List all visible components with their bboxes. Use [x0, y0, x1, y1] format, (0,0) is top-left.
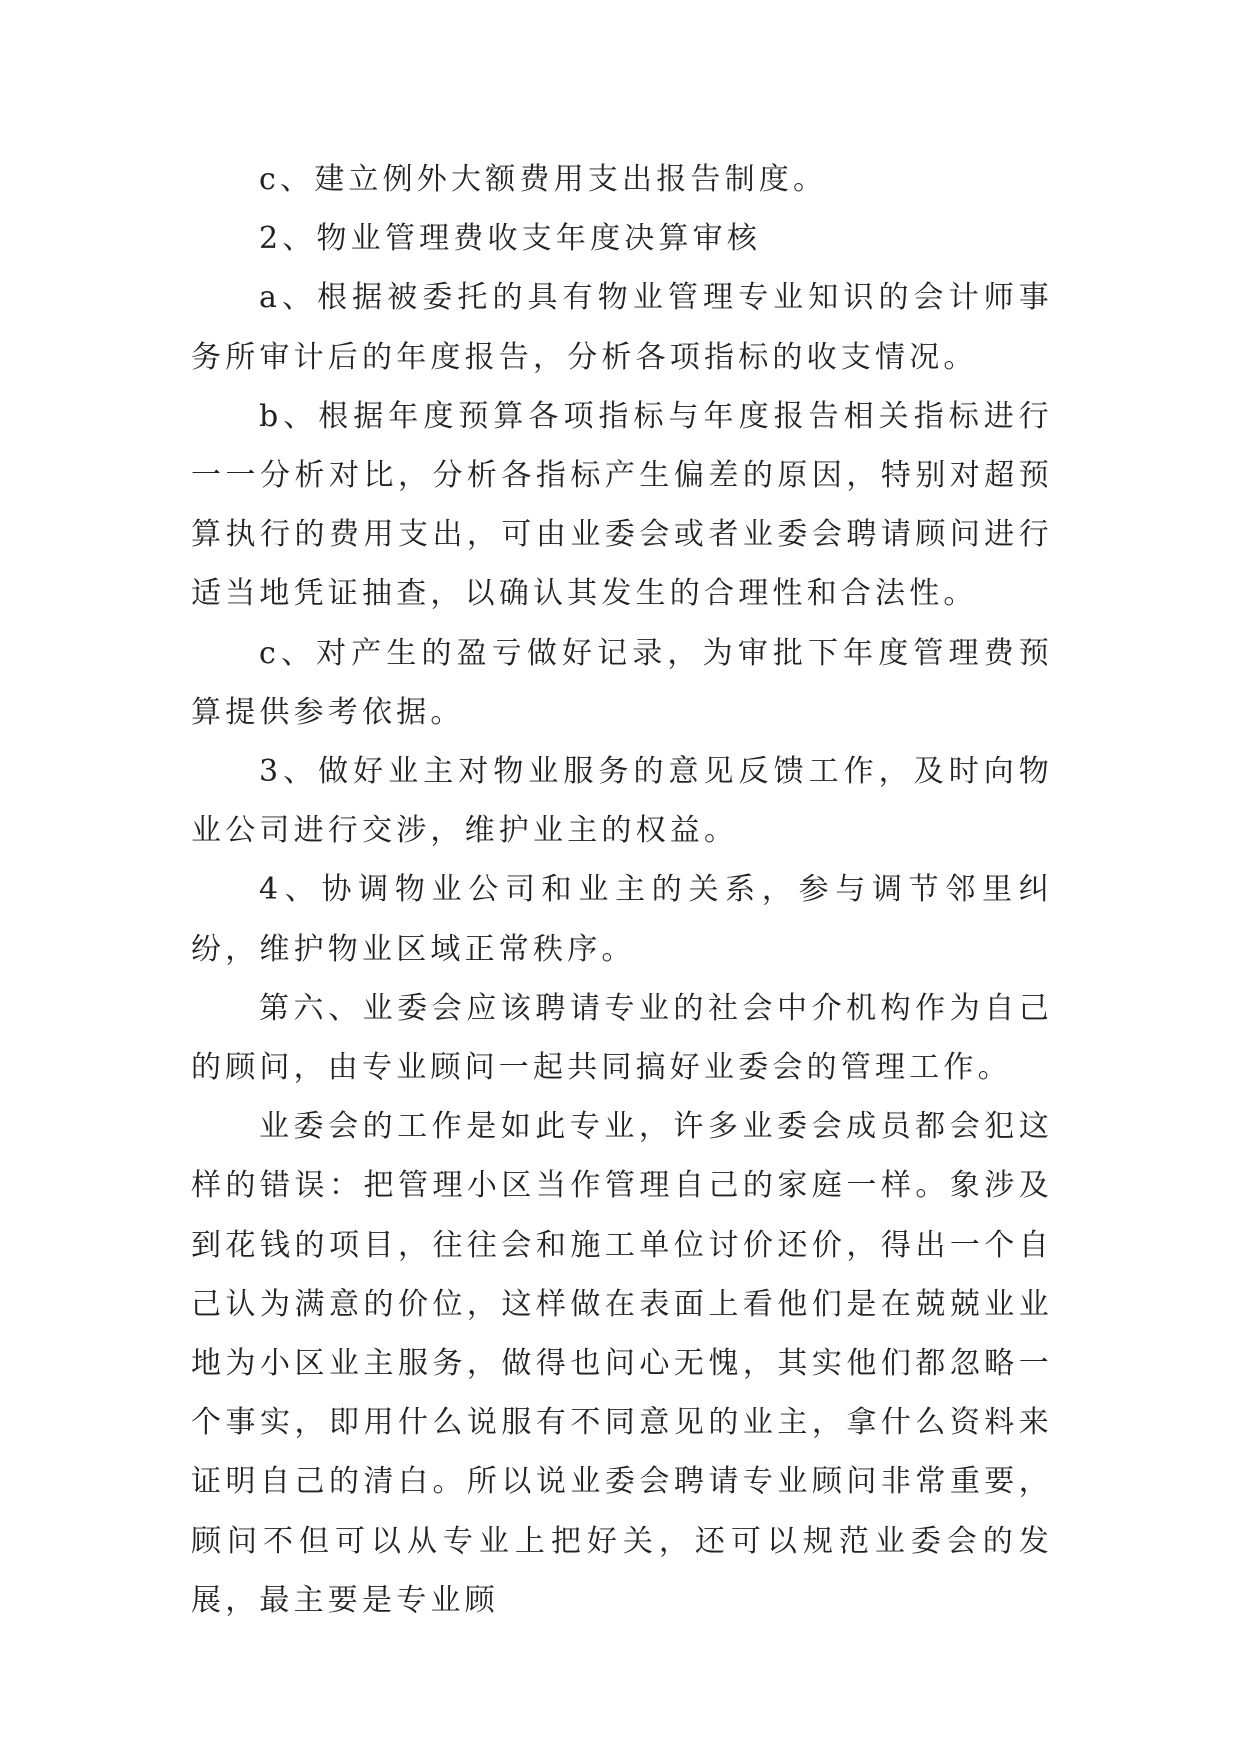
paragraph-audit-report-analysis: a、根据被委托的具有物业管理专业知识的会计师事务所审计后的年度报告，分析各项指标的收支情况。 — [191, 280, 1053, 375]
paragraph-hire-consultant: 第六、业委会应该聘请专业的社会中介机构作为自己的顾问，由专业顾问一起共同搞好业委会的管理工作。 — [191, 990, 1053, 1086]
paragraph-annual-audit-heading: 2、物业管理费收支年度决算审核 — [259, 221, 762, 257]
paragraph-expense-report-system: c、建立例外大额费用支出报告制度。 — [259, 162, 828, 197]
paragraph-committee-work: 业委会的工作是如此专业，许多业委会成员都会犯这样的错误：把管理小区当作管理自己的家庭一样。象涉及到花钱的项目，往往会和施工单位讨价还价，得出一个自己认为满意的价位，这样做在表面上看他们是在兢兢业业地为小区业主服务，做得也问心无愧，其实他们都忽略一个事实，即用什么说服有不同意见的业主，拿什么资料来证明自己的清白。所以说业委会聘请专业顾问非常重要，顾问不但可以从专业上把好关，还可以规范业委会的发展，最主要是专业顾 — [191, 1109, 1053, 1618]
document-body — [191, 150, 1053, 1630]
paragraph-owner-feedback: 3、做好业主对物业服务的意见反馈工作，及时向物业公司进行交涉，维护业主的权益。 — [191, 754, 1053, 849]
paragraph-budget-comparison: b、根据年度预算各项指标与年度报告相关指标进行一一分析对比，分析各指标产生偏差的原因，特别对超预算执行的费用支出，可由业委会或者业委会聘请顾问进行适当地凭证抽查，以确认其发生的合理性和合法性。 — [191, 398, 1053, 612]
paragraph-profit-loss-record: c、对产生的盈亏做好记录，为审批下年度管理费预算提供参考依据。 — [191, 635, 1053, 730]
paragraph-coordinate-relations: 4、协调物业公司和业主的关系，参与调节邻里纠纷，维护物业区域正常秩序。 — [191, 872, 1053, 967]
